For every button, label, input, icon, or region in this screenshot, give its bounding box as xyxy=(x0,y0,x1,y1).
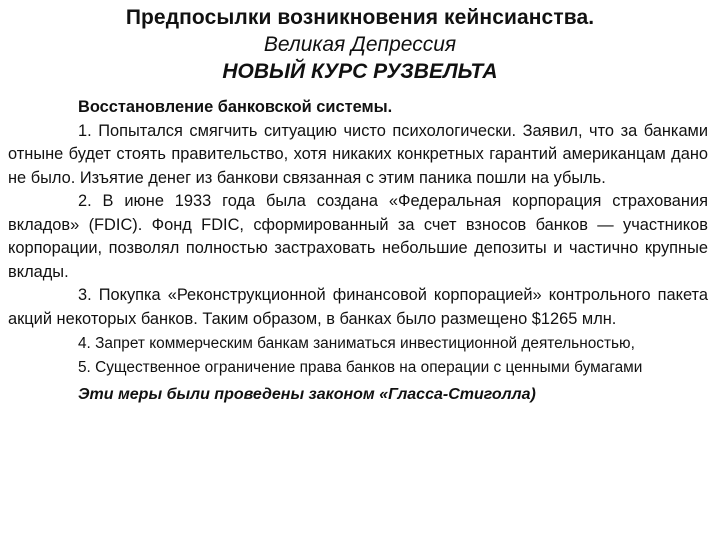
slide-subtitle-new-deal: НОВЫЙ КУРС РУЗВЕЛЬТА xyxy=(222,60,498,83)
title-block xyxy=(0,4,720,86)
paragraph-1: 1. Попытался смягчить ситуацию чисто психологически. Заявил, что за банками отныне будет стоять правительство, хотя никаких конкретных гарантий американцам дано не было. Изъятие денег из банкови связанная с этим паника пошли на убыль. xyxy=(8,121,708,187)
slide-subtitle: Великая Депрессия xyxy=(263,33,457,56)
paragraph-4: 4. Запрет коммерческим банкам заниматься инвестиционной деятельностью, xyxy=(78,335,635,352)
paragraph-2: 2. В июне 1933 года была создана «Федеральная корпорация страхования вкладов» (FDIC). Фонд FDIC, сформированный за счет взносов банков — участников корпорации, позволял полностью застраховать небольшие депозиты и частично крупные вклады. xyxy=(8,192,708,281)
paragraph-5: 5. Существенное ограничение права банков на операции с ценными бумагами xyxy=(78,359,643,376)
conclusion-text: Эти меры были проведены законом «Гласса-Стиголла) xyxy=(78,386,536,403)
paragraph-3: 3. Покупка «Реконструкционной финансовой корпорацией» контрольного пакета акций некоторых банков. Таким образом, в банках было размещено $1265 млн. xyxy=(8,286,708,328)
section-heading: Восстановление банковской системы. xyxy=(78,98,393,116)
slide-title: Предпосылки возникновения кейнсианства. xyxy=(125,6,595,29)
slide-body xyxy=(8,96,708,407)
